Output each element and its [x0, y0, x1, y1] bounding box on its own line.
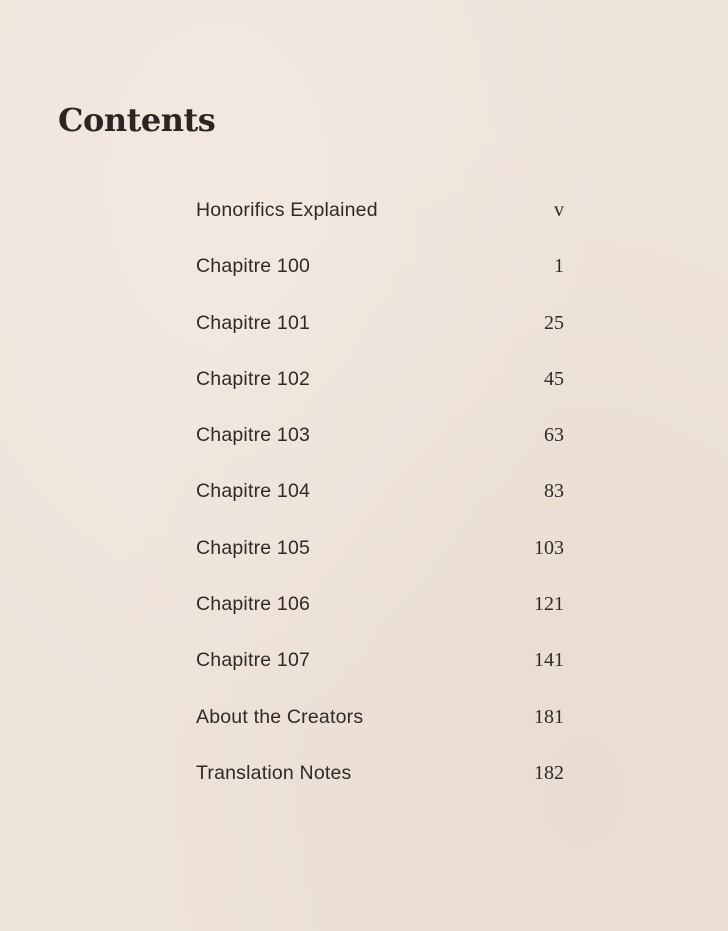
toc-entry-page: 141 [534, 649, 564, 672]
toc-entry-page: 83 [544, 480, 564, 503]
toc-entry-page: 25 [544, 311, 564, 334]
toc-entry-label: Chapitre 101 [196, 311, 311, 334]
toc-entry-label: About the Creators [196, 705, 364, 728]
toc-entry-honorifics [196, 184, 564, 240]
toc-entry-chapitre-107 [196, 634, 564, 690]
toc-entry-page: 181 [534, 705, 564, 728]
toc-entry-label: Chapitre 105 [196, 536, 311, 559]
toc-entry-page: 63 [544, 424, 564, 447]
toc-entry-label: Chapitre 102 [196, 367, 311, 390]
toc-entry-about-creators [196, 691, 564, 747]
toc-entry-page: 1 [554, 255, 564, 278]
toc-entry-chapitre-100 [196, 240, 564, 296]
toc-entry-label: Chapitre 104 [196, 480, 311, 503]
toc-entry-label: Chapitre 100 [196, 255, 311, 278]
toc-entry-label: Chapitre 107 [196, 649, 311, 672]
toc-entry-page: 45 [544, 367, 564, 390]
toc-entry-chapitre-105 [196, 522, 564, 578]
toc-entry-chapitre-103 [196, 409, 564, 465]
toc-entry-chapitre-102 [196, 353, 564, 409]
toc-entry-chapitre-101 [196, 297, 564, 353]
toc-entry-page: 182 [534, 761, 564, 784]
toc-entry-page: v [554, 199, 564, 221]
toc-entry-page: 103 [534, 536, 564, 559]
toc-entry-chapitre-106 [196, 578, 564, 634]
toc-entry-translation-notes [196, 747, 564, 803]
toc-entry-page: 121 [534, 593, 564, 616]
page-title: Contents [58, 101, 216, 139]
toc-entry-chapitre-104 [196, 465, 564, 521]
toc-entry-label: Chapitre 106 [196, 593, 311, 616]
toc-entry-label: Translation Notes [196, 761, 352, 784]
toc-entry-label: Chapitre 103 [196, 424, 311, 447]
toc-entry-label: Honorifics Explained [196, 199, 378, 221]
table-of-contents [196, 184, 564, 803]
